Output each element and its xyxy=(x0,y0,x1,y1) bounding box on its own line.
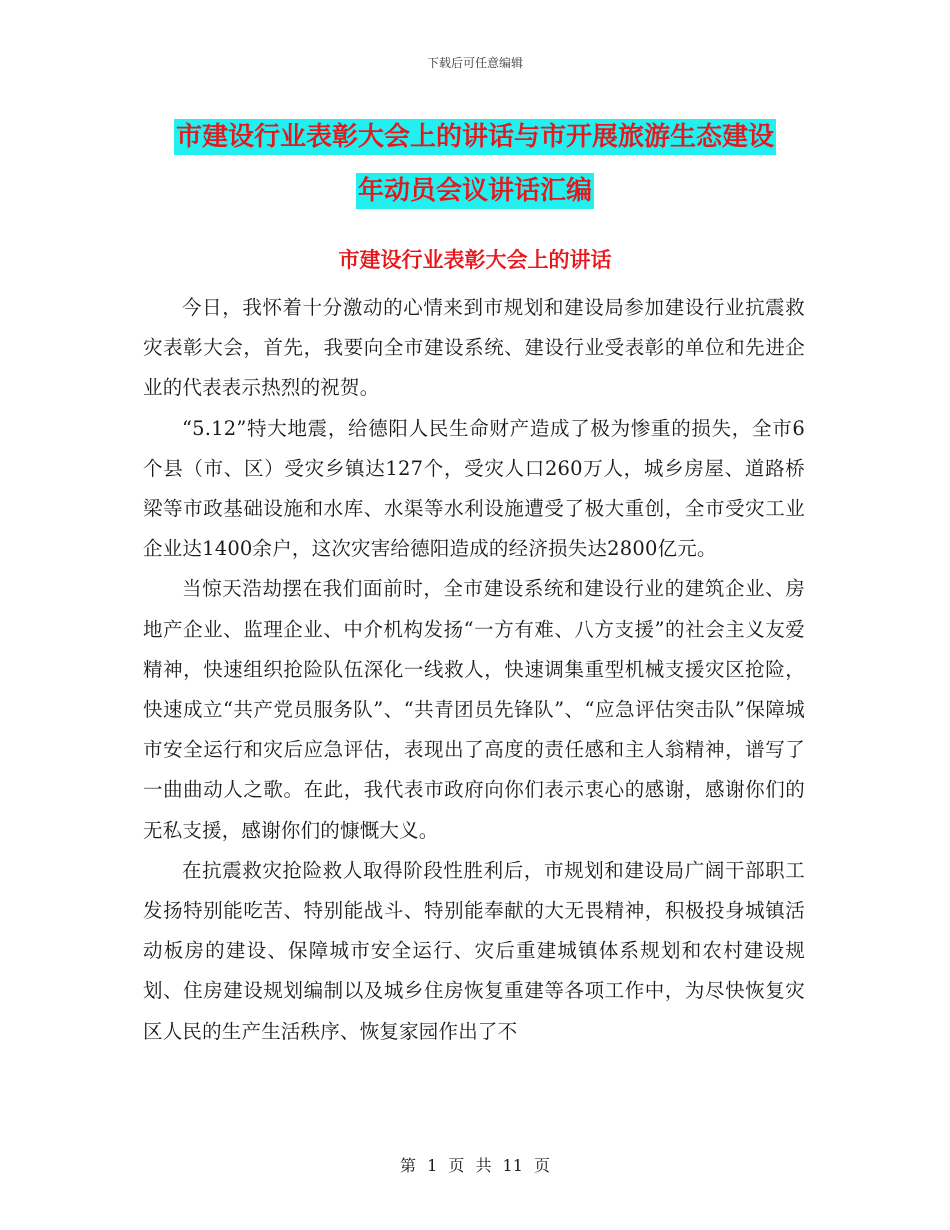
paragraph: 当惊天浩劫摆在我们面前时，全市建设系统和建设行业的建筑企业、房地产企业、监理企业、中介机构发扬“一方有难、八方支援”的社会主义友爱精神，快速组织抢险队伍深化一线救人，快速调集重型机械支援灾区抢险，快速成立“共产党员服务队”、“共青团员先锋队”、“应急评估突击队”保障城市安全运行和灾后应急评估，表现出了高度的责任感和主人翁精神，谱写了一曲曲动人之歌。在此，我代表市政府向你们表示衷心的感谢，感谢你们的无私支援，感谢你们的慷慨大义。 xyxy=(143,577,805,842)
document-title-line-1: 市建设行业表彰大会上的讲话与市开展旅游生态建设 xyxy=(174,119,776,155)
paragraph: 今日，我怀着十分激动的心情来到市规划和建设局参加建设行业抗震救灾表彰大会，首先，我要向全市建设系统、建设行业受表彰的单位和先进企业的代表表示热烈的祝贺。 xyxy=(143,296,805,400)
body-text xyxy=(143,288,805,1052)
page-number-footer: 第 1 页 共 11 页 xyxy=(400,1156,550,1175)
document-title-line-2: 年动员会议讲话汇编 xyxy=(356,173,594,209)
page-header-note: 下载后可任意编辑 xyxy=(426,56,523,70)
section-title: 市建设行业表彰大会上的讲话 xyxy=(338,248,612,272)
document-title xyxy=(0,110,950,218)
paragraph: “5.12”特大地震，给德阳人民生命财产造成了极为惨重的损失，全市6个县（市、区）受灾乡镇达127个，受灾人口260万人，城乡房屋、道路桥梁等市政基础设施和水库、水渠等水利设施遭受了极大重创，全市受灾工业企业达1400余户，这次灾害给德阳造成的经济损失达2800亿元。 xyxy=(143,416,805,561)
paragraph: 在抗震救灾抢险救人取得阶段性胜利后，市规划和建设局广阔干部职工发扬特别能吃苦、特别能战斗、特别能奉献的大无畏精神，积极投身城镇活动板房的建设、保障城市安全运行、灾后重建城镇体系规划和农村建设规划、住房建设规划编制以及城乡住房恢复重建等各项工作中，为尽快恢复灾区人民的生产生活秩序、恢复家园作出了不 xyxy=(143,858,805,1043)
